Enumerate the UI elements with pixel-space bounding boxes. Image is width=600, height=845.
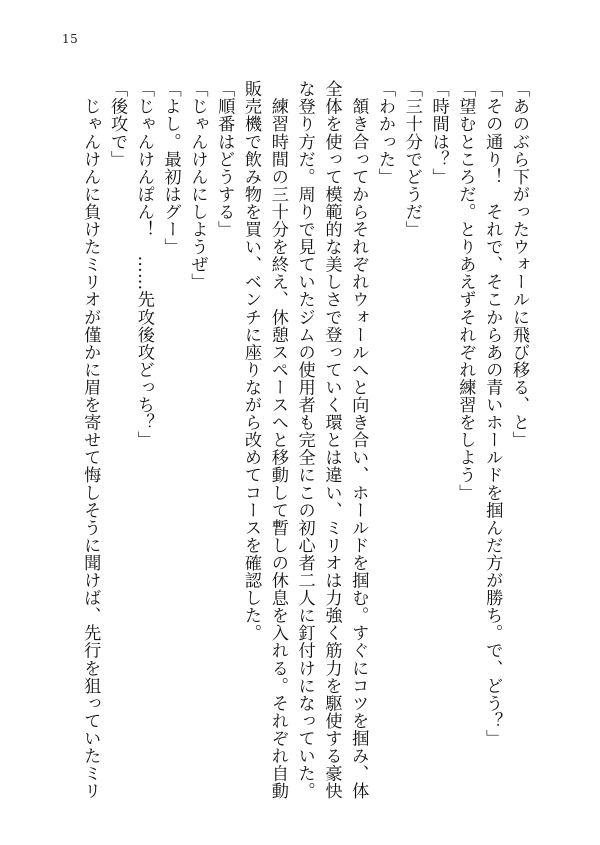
text-line: 「三十分でどうだ」 [401, 80, 422, 238]
text-line: 「じゃんけんにしようぜ」 [187, 80, 208, 291]
vertical-body-text [76, 80, 532, 810]
text-line: 「あのぶら下がったウォールに飛び移る、と」 [509, 80, 529, 449]
page-number: 15 [62, 32, 79, 46]
text-line: 練習時間の三十分を終え、休憩スペースへと移動して暫しの休息を入れる。それぞれ自動 [267, 80, 288, 800]
text-line: じゃんけんに負けたミリオが僅かに眉を寄せて悔しそうに聞けば、先行を狙っていたミリ [80, 80, 101, 800]
text-line: 「その通り！ それで、そこからあの青いホールドを掴んだ方が勝ち。で、どう？」 [482, 80, 503, 747]
text-line: 「望むところだ。とりあえずそれぞれ練習をしよう」 [455, 80, 476, 502]
text-line: 「じゃんけんぽん！ ……先攻後攻どっち？」 [133, 80, 154, 449]
text-line: 「順番はどうする」 [214, 80, 235, 238]
text-line: 「わかった」 [375, 80, 396, 186]
text-line: 「後攻で」 [107, 80, 128, 168]
text-line: 「よし。最初はグー」 [160, 80, 181, 256]
text-line: 販売機で飲み物を買い、ベンチに座りながら改めてコースを確認した。 [241, 80, 262, 642]
text-line: な登り方だ。周りで見ていたジムの使用者も完全にこの初心者二人に釘付けになっていた。 [294, 80, 315, 800]
text-line: 全体を使って模範的な美しさで登っていく環とは違い、ミリオは力強く筋力を駆使する豪快 [321, 80, 342, 800]
text-line: 頷き合ってからそれぞれウォールへと向き合い、ホールドを掴む。すぐにコツを掴み、体 [348, 80, 369, 800]
text-line: 「時間は？」 [428, 80, 449, 186]
